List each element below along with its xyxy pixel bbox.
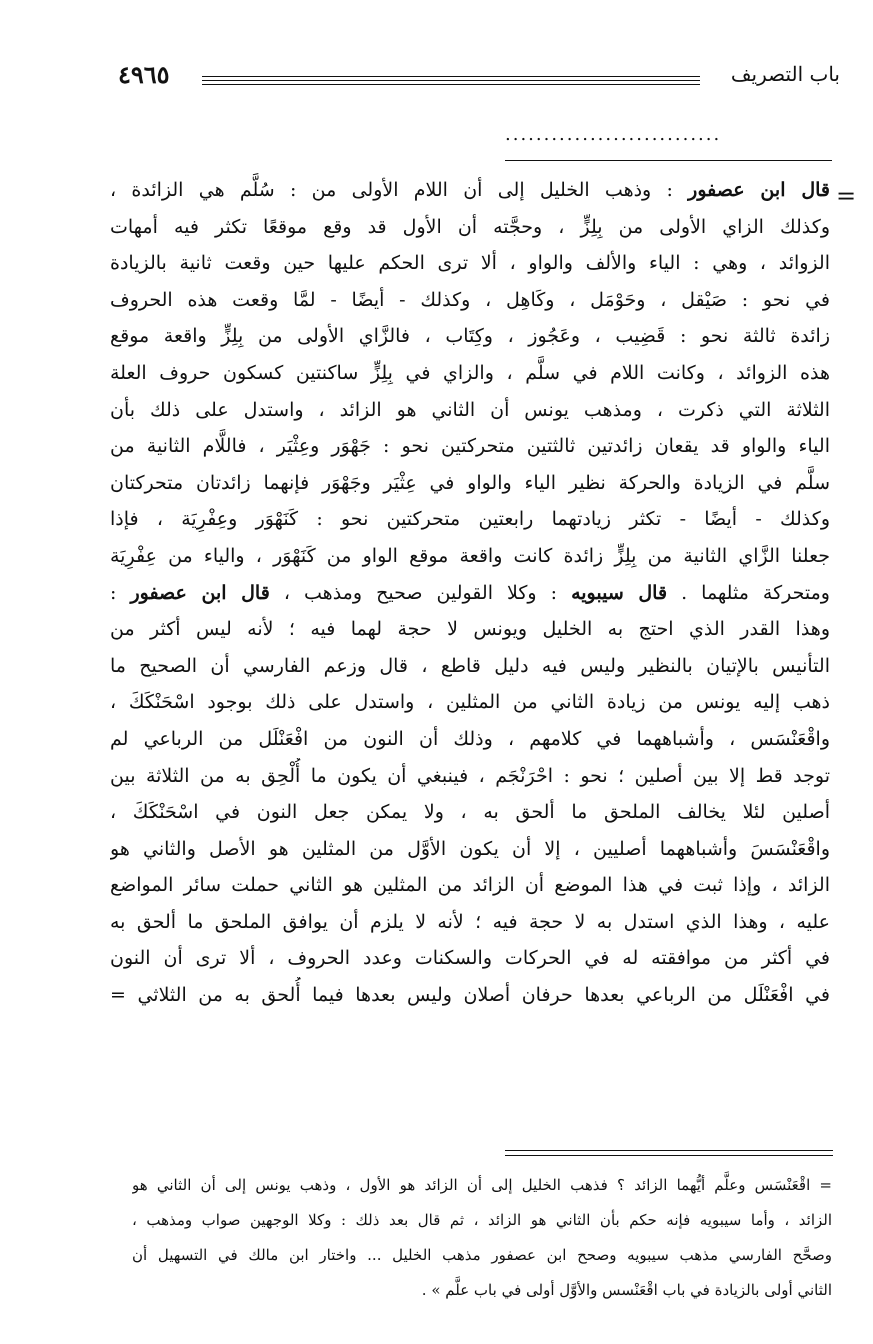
text-line: واقْعَنْسَسَ وأشباههما أصليين ، إلا أن يكون الأوَّل من المثلين هو الأصل والثاني هو (110, 837, 830, 860)
header-rule (202, 80, 700, 81)
footnote-line: = اقْعَنْسَس وعلَّم أيُّهما الزائد ؟ فذهب الخليل إلى أن الزائد هو الأول ، وذهب يونس إلى أن الثاني هو (132, 1176, 832, 1194)
text-line: واقْعَنْسَس ، وأشباههما في كلامهم ، وذلك أن النون من افْعَنْلَل من الرباعي لم (110, 727, 830, 750)
footnote-line: الزائد ، وأما سيبويه فإنه حكم بأن الثاني هو الزائد ، ثم قال بعد ذلك : وكلا الوجهين صواب ومذهب ، (132, 1211, 832, 1229)
header-rule (202, 76, 700, 77)
text-line: توجد قط إلا بين أصلين ؛ نحو : احْرَنْجَم ، فينبغي أن يكون ما أُلْحِق به من الثلاثة بين (110, 764, 830, 787)
text-line: هذه الزوائد ، وكانت اللام في سلَّم ، والزاي في بِلِزٍّ ساكنتين كسكون حروف العلة (110, 361, 830, 384)
text-line: الزائد ، وإذا ثبت في هذا الموضع أن الزائد من المثلين هو الثاني حملت سائر المواضع (110, 874, 830, 897)
text-line: أصلين لئلا يخالف الملحق ما ألحق به ، ولا يمكن جعل النون في اسْحَنْكَكَ ، (110, 801, 830, 824)
main-text (110, 172, 830, 1144)
footnote-rule (505, 1155, 833, 1156)
separator-dots: ............................ (505, 124, 722, 145)
text-line: الزوائد ، وهي : الياء والألف والواو ، ألا ترى الحكم عليها حين وقعت ثانية بالزيادة (110, 252, 830, 275)
text-line: وكذلك الزاي الأولى من بِلِزٍّ ، وحجَّته أن الأول قد وقع موقعًا تكثر فيه أمهات (110, 215, 830, 238)
header-rule (202, 84, 700, 85)
text-line: في أكثر من موافقته له في الحركات والسكنات وعدد الحروف ، ألا ترى أن النون (110, 947, 830, 970)
text-line: ومتحركة مثلهما . قال سيبويه : وكلا القولين صحيح ومذهب ، قال ابن عصفور : (110, 581, 830, 604)
text-line: التأنيس بالإتيان بالنظير وليس فيه دليل قاطع ، قال وزعم الفارسي أن الصحيح ما (110, 654, 830, 677)
text-line: زائدة ثالثة نحو : قَضِيب ، وعَجُوز ، وكِتَاب ، فالزَّاي الأولى من بِلِزٍّ واقعة موقع (110, 325, 830, 348)
chapter-title: باب التصريف (730, 62, 840, 86)
page-number: ٤٩٦٥ (118, 60, 170, 89)
text-line: عليه ، وهذا الذي استدل به لا حجة فيه ؛ لأنه لا يلزم أن يوافق الملحق ما ألحق به (110, 910, 830, 933)
text-line: الياء والواو قد يقعان زائدتين ثالثتين متحركتين نحو : جَهْوَر وعِثْيَر ، فاللَّام الثانية من (110, 435, 830, 458)
footnote-line: الثاني أولى بالزيادة في باب اقْعَنْسس والأوَّل أولى في باب علَّم » . (421, 1281, 832, 1299)
text-line: في نحو : صَيْقل ، وحَوْمَل ، وكَاهِل ، وكذلك - أيضًا - لمَّا وقعت هذه الحروف (110, 288, 830, 311)
text-line: وهذا القدر الذي احتج به الخليل ويونس لا حجة لهما فيه ؛ لأنه ليس أكثر من (110, 618, 830, 641)
text-line: جعلنا الزَّاي الثانية من بِلِزٍّ زائدة كانت واقعة موقع الواو من كَنَهْوَر ، والياء من عِفْرِيَة (110, 544, 830, 567)
text-line: وكذلك - أيضًا - تكثر زيادتهما رابعتين متحركتين نحو : كَنَهْوَر وعِفْرِيَة ، فإذا (110, 508, 830, 531)
text-line: سلَّم في الزيادة والحركة نظير الياء والواو في عِثْيَر وجَهْوَر فإنهما زائدتان متحركتان (110, 471, 830, 494)
text-line: قال ابن عصفور : وذهب الخليل إلى أن اللام الأولى من : سُلَّم هي الزائدة ، (110, 179, 830, 201)
footnote (132, 1168, 832, 1308)
continuation-mark: = (836, 182, 857, 210)
text-line: في افْعَنْلَل من الرباعي بعدها حرفان أصلان وليس بعدها فيما أُلحق به من الثلاثي = (110, 984, 830, 1007)
text-line: الثلاثة التي ذكرت ، ومذهب يونس أن الثاني هو الزائد ، واستدل على ذلك بأن (110, 398, 830, 421)
footnote-line: وصحَّح الفارسي مذهب سيبويه وصحح ابن عصفور مذهب الخليل ... واختار ابن مالك في التسهيل أن (132, 1246, 832, 1264)
page-header (118, 52, 840, 112)
footnote-rule (505, 1150, 833, 1151)
separator-rule (505, 160, 832, 161)
text-line: ذهب إليه يونس من زيادة الثاني من المثلين ، واستدل على ذلك بوجود اسْحَنْكَكَ ، (110, 691, 830, 714)
